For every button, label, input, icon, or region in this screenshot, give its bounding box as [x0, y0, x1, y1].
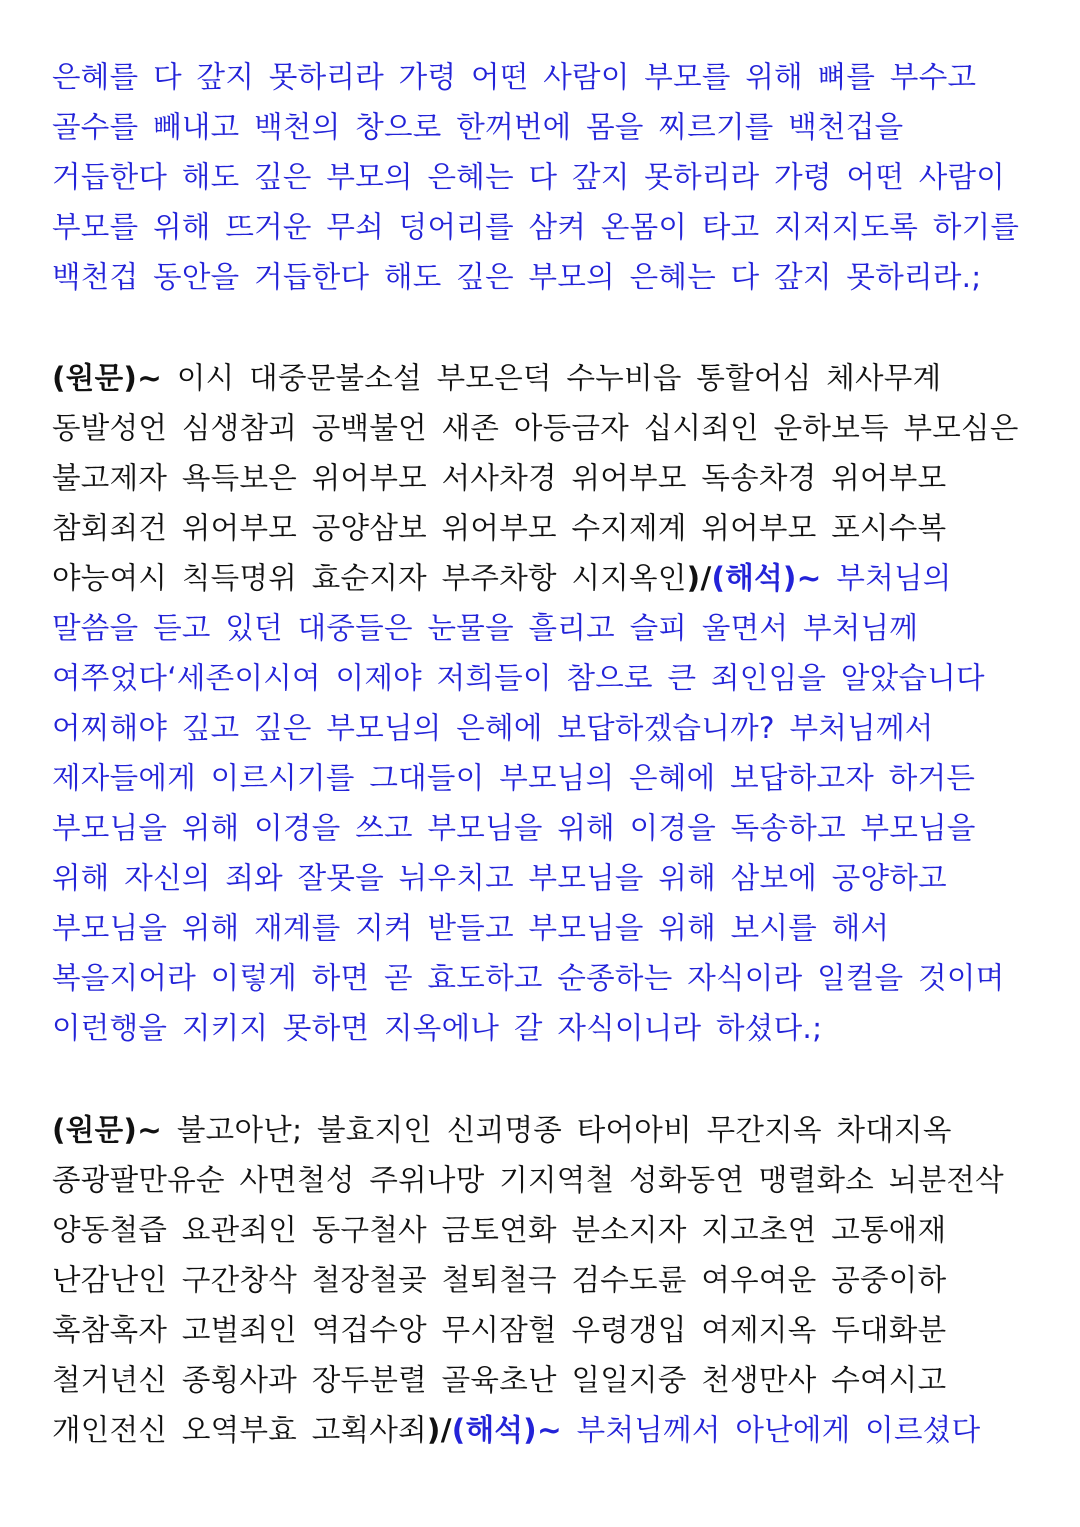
translation-text: 부처님께서 아난에게 이르셨다	[576, 1413, 981, 1447]
translation-tag: (해석)~	[451, 1413, 562, 1447]
separator: )/	[426, 1413, 452, 1447]
original-text: 개인전신 오역부효 고획사죄	[52, 1413, 427, 1447]
translation-line: 여쭈었다‘세존이시여 이제야 저희들이 참으로 큰 죄인임을 알았습니다	[52, 661, 985, 695]
translation-line: 이런행을 지키지 못하면 지옥에나 갈 자식이니라 하셨다.;	[52, 1011, 823, 1045]
original-text-line: 참회죄건 위어부모 공양삼보 위어부모 수지제계 위어부모 포시수복	[52, 511, 947, 545]
translation-text: 부처님의	[836, 561, 952, 595]
original-text-line: 불고제자 욕득보은 위어부모 서사차경 위어부모 독송차경 위어부모	[52, 461, 947, 495]
original-translation-transition-line	[52, 558, 952, 598]
original-text: 이시 대중문불소설 부모은덕 수누비읍 통할어심 체사무계	[176, 361, 942, 395]
translation-line: 부모를 위해 뜨거운 무쇠 덩어리를 삼켜 온몸이 타고 지저지도록 하기를	[52, 210, 1020, 244]
original-text-first-line	[52, 358, 941, 398]
separator: )/	[686, 561, 712, 595]
original-text-line: 종광팔만유순 사면철성 주위나망 기지역철 성화동연 맹렬화소 뇌분전삭	[52, 1163, 1004, 1197]
original-text-line: 혹참혹자 고벌죄인 역겁수앙 무시잠헐 우령갱입 여제지옥 두대화분	[52, 1313, 947, 1347]
translation-line: 백천겁 동안을 거듭한다 해도 깊은 부모의 은혜는 다 갚지 못하리라.;	[52, 260, 982, 294]
original-text-line: 난감난인 구간창삭 철장철곶 철퇴철극 검수도륜 여우여운 공중이하	[52, 1263, 947, 1297]
translation-line: 말씀을 듣고 있던 대중들은 눈물을 흘리고 슬피 울면서 부처님께	[52, 611, 919, 645]
translation-line: 제자들에게 이르시기를 그대들이 부모님의 은혜에 보답하고자 하거든	[52, 761, 976, 795]
original-text: 야능여시 칙득명위 효순지자 부주차항 시지옥인	[52, 561, 687, 595]
original-translation-transition-line	[52, 1410, 980, 1450]
original-text-line: 철거년신 종횡사과 장두분렬 골육초난 일일지중 천생만사 수여시고	[52, 1363, 947, 1397]
translation-tag: (해석)~	[711, 561, 822, 595]
translation-line: 거듭한다 해도 깊은 부모의 은혜는 다 갚지 못하리라 가령 어떤 사람이	[52, 160, 1006, 194]
translation-line: 부모님을 위해 재계를 지켜 받들고 부모님을 위해 보시를 해서	[52, 911, 890, 945]
translation-line: 골수를 빼내고 백천의 창으로 한꺼번에 몸을 찌르기를 백천겁을	[52, 110, 904, 144]
translation-line: 복을지어라 이렇게 하면 곧 효도하고 순종하는 자식이라 일컬을 것이며	[52, 961, 1005, 995]
original-tag: (원문)~	[52, 1113, 163, 1147]
original-tag: (원문)~	[52, 361, 163, 395]
original-text-line: 양동철즙 요관죄인 동구철사 금토연화 분소지자 지고초연 고통애재	[52, 1213, 947, 1247]
original-text-line: 동발성언 심생참괴 공백불언 새존 아등금자 십시죄인 운하보득 부모심은	[52, 411, 1019, 445]
translation-line: 어찌해야 깊고 깊은 부모님의 은혜에 보답하겠습니까? 부처님께서	[52, 711, 934, 745]
translation-line: 부모님을 위해 이경을 쓰고 부모님을 위해 이경을 독송하고 부모님을	[52, 811, 976, 845]
translation-line: 위해 자신의 죄와 잘못을 뉘우치고 부모님을 위해 삼보에 공양하고	[52, 861, 947, 895]
original-text-first-line	[52, 1110, 952, 1150]
translation-line: 은혜를 다 갚지 못하리라 가령 어떤 사람이 부모를 위해 뼈를 부수고	[52, 60, 977, 94]
original-text: 불고아난; 불효지인 신괴명종 타어아비 무간지옥 차대지옥	[176, 1113, 952, 1147]
